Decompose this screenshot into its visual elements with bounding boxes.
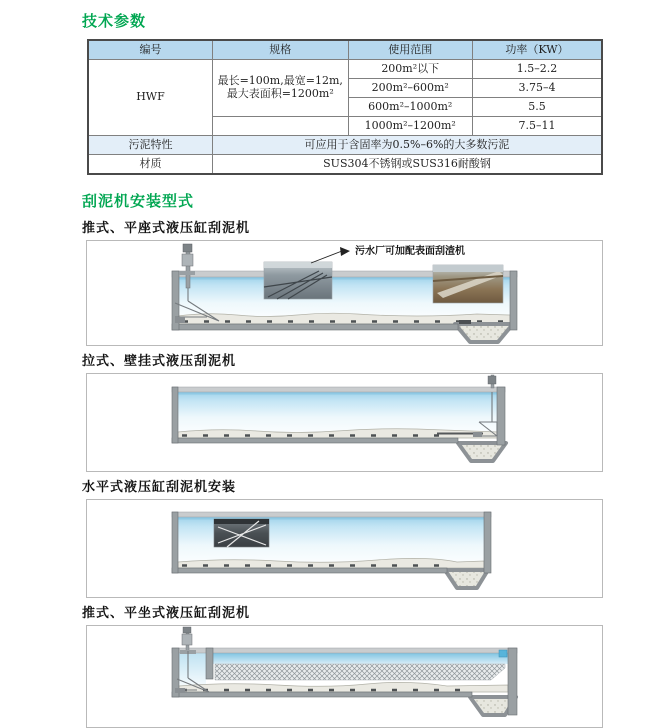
tank-diagram-3 [87,500,602,597]
material-label-cell: 材质 [88,155,212,175]
spec-table [87,39,603,175]
range-cell: 200m²–600m² [348,79,472,98]
diagram-label: 拉式、壁挂式液压刮泥机 [82,353,237,368]
spec-cell: 最长=100m,最宽=12m, 最大表面积=1200m² [212,60,348,117]
annotation-callout [311,244,465,263]
tank-diagram-1 [87,241,602,345]
inlet-baffle [206,648,213,679]
range-cell: 600m²–1000m² [348,98,472,117]
col-header-spec: 规格 [212,40,348,60]
diagram-figure-horizontal-cylinder [82,476,622,598]
diagram-figure-push-flat-seat [82,217,622,346]
diagram-canvas-2 [86,373,603,472]
effluent-weir-box [499,650,507,657]
power-cell: 1.5–2.2 [472,60,602,79]
diagram-label: 推式、平坐式液压缸刮泥机 [82,605,251,620]
sludge-property-row [88,136,602,155]
lamella-plate-region [215,664,505,680]
inset-photo-scraper-mechanism [214,519,269,547]
table-header-row [88,40,602,60]
col-header-power: 功率（KW） [472,40,602,60]
tank-cross-section [172,387,506,461]
model-cell: HWF [88,60,212,136]
diagram-canvas-4 [86,625,603,728]
col-header-range: 使用范围 [348,40,472,60]
range-cell: 1000m²–1200m² [348,117,472,136]
spec-empty-cell [212,117,348,136]
power-cell: 3.75–4 [472,79,602,98]
inset-photo-scum-scraper [433,265,503,303]
power-cell: 7.5–11 [472,117,602,136]
tank-cross-section [172,648,517,715]
range-cell: 200m²以下 [348,60,472,79]
material-value-cell: SUS304不锈钢或SUS316耐酸钢 [212,155,602,175]
diagram-label: 水平式液压缸刮泥机安装 [82,479,237,494]
section-title-tech-params: 技术参数 [82,13,147,30]
section-title-installation: 刮泥机安装型式 [82,193,195,210]
diagram-canvas-1 [86,240,603,346]
tank-diagram-4 [87,626,602,727]
diagram-figure-pull-wall-mount [82,350,622,472]
sludge-value-cell: 可应用于含固率为0.5%–6%的大多数污泥 [212,136,602,155]
tank-diagram-2 [87,374,602,471]
power-cell: 5.5 [472,98,602,117]
sludge-label-cell: 污泥特性 [88,136,212,155]
table-row [88,60,602,79]
diagram-canvas-3 [86,499,603,598]
annotation-text: 污水厂可加配表面刮渣机 [355,246,465,257]
col-header-model: 编号 [88,40,212,60]
material-row [88,155,602,175]
inset-photo-top-view [264,262,332,299]
diagram-label: 推式、平座式液压缸刮泥机 [82,220,251,235]
diagram-figure-push-flat-sit [82,602,622,728]
